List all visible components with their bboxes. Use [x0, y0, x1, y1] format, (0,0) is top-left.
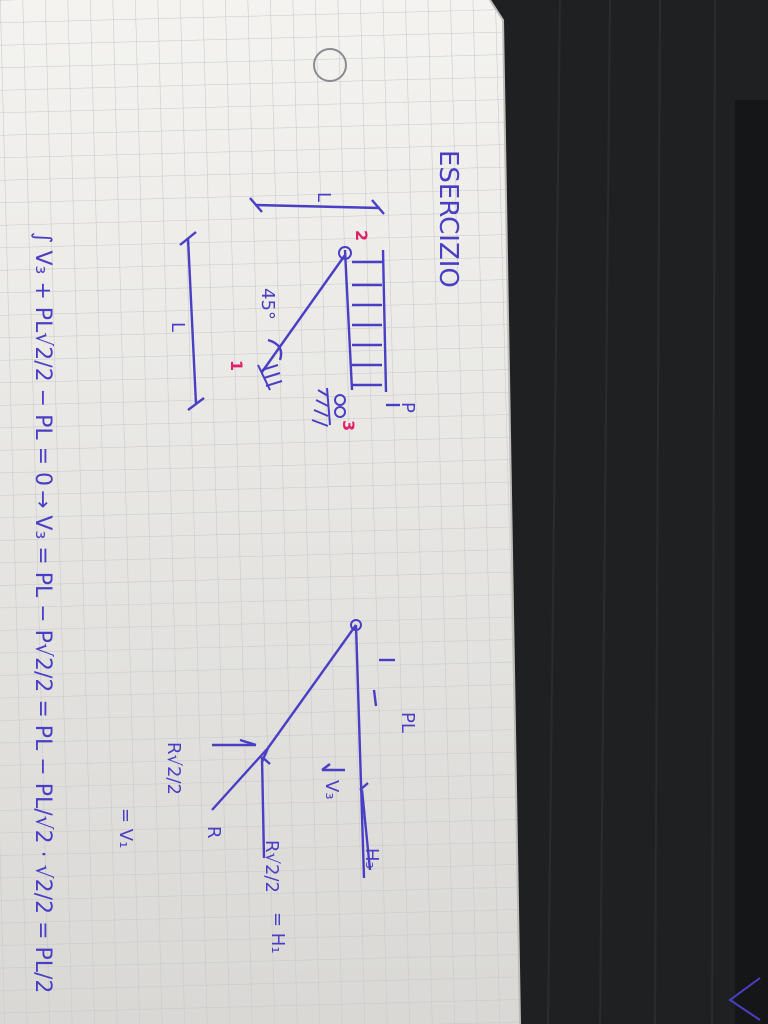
node-3-label: 3 [339, 420, 358, 432]
node-2-label: 2 [352, 230, 371, 242]
length-label-horizontal: L [167, 322, 188, 333]
fbd-rh-label: R√2/2 [261, 840, 282, 893]
title: ESERCIZIO [433, 150, 463, 288]
angle-label: 45° [257, 288, 278, 320]
equation-2: → V₃ = PL − P√2/2 = PL − PL/√2 · √2/2 = PL/2 [30, 490, 55, 994]
fbd-r-label: R [203, 826, 224, 839]
load-label: P [397, 402, 418, 413]
fbd-v1-label: = V₁ [115, 808, 136, 849]
fbd-h1-label: = H₁ [267, 912, 288, 954]
dark-edge [735, 100, 768, 1024]
fbd-v3-label: V₃ [321, 780, 342, 800]
fbd-h3-label: H₃ [361, 848, 382, 869]
length-label-vertical: L [313, 192, 334, 203]
fbd-rv-label: R√2/2 [163, 742, 184, 795]
equation-1: ∫ V₃ + PL√2/2 − PL = 0 [30, 232, 55, 487]
fbd-load-label: PL [397, 712, 418, 733]
node-1-label: 1 [227, 360, 246, 372]
